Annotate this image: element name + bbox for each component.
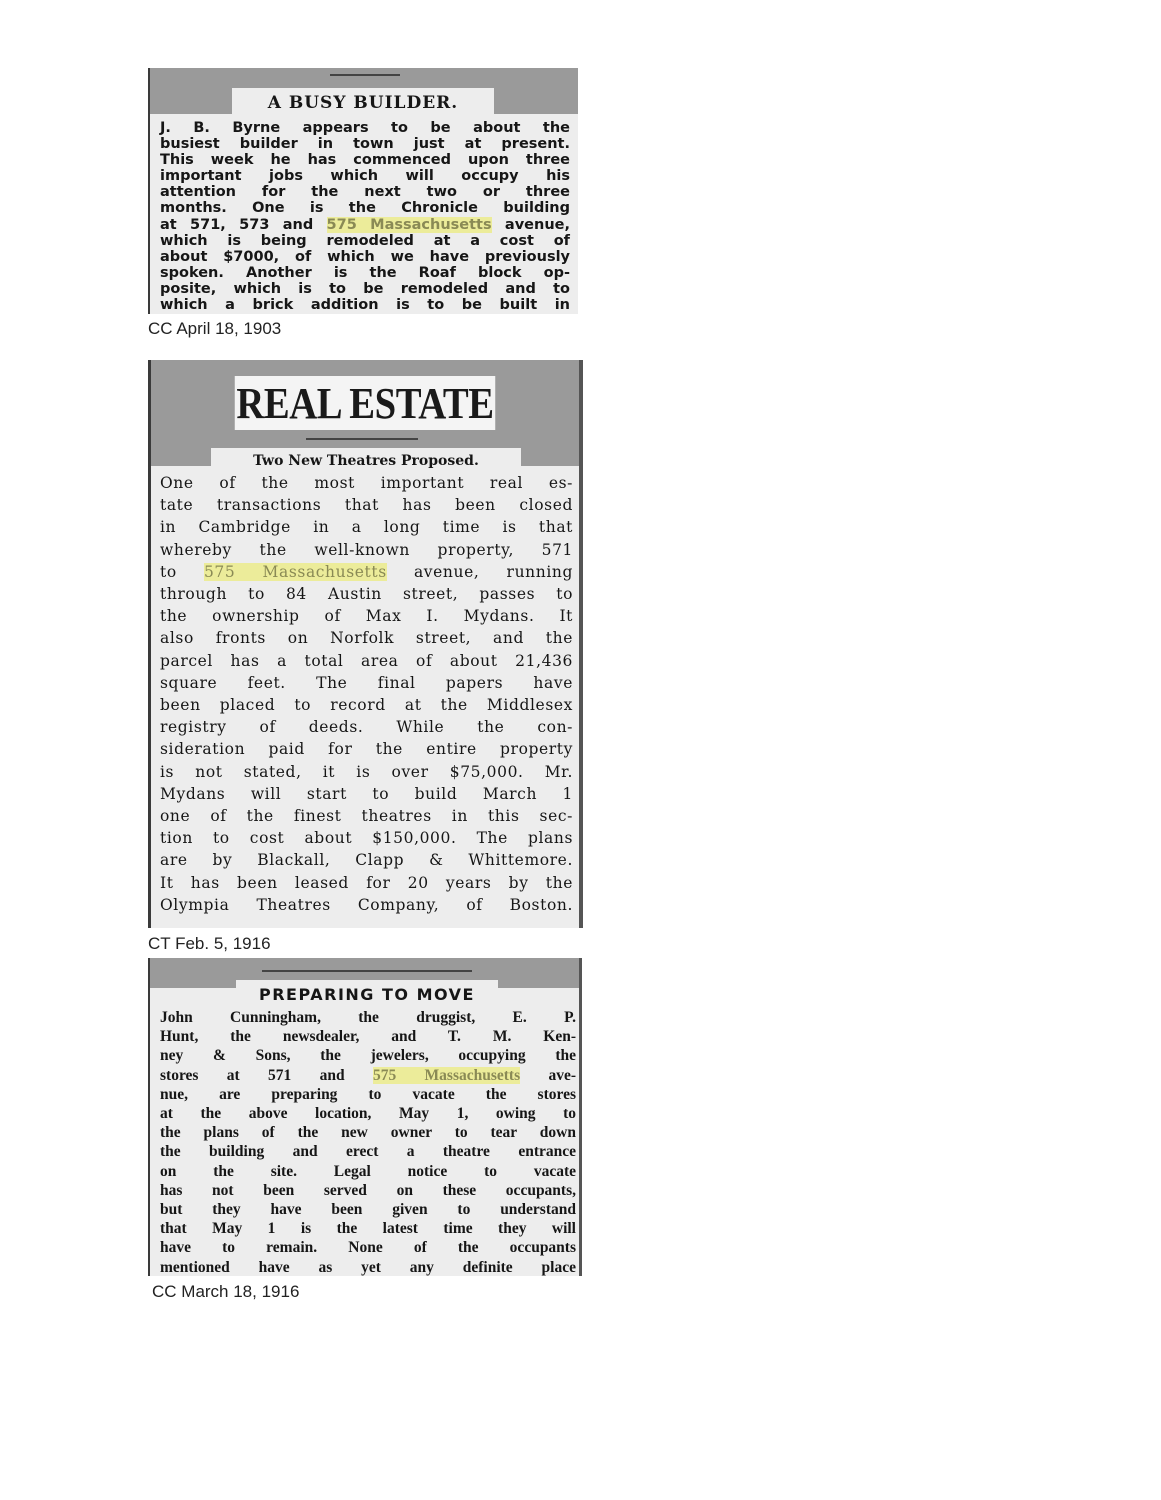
- article-line: [160, 265, 570, 281]
- line-text: One of the most important real es-: [160, 474, 573, 492]
- article-line: [160, 1142, 576, 1161]
- article-line: [160, 561, 573, 583]
- clipping-caption: CC March 18, 1916: [152, 1282, 300, 1301]
- article-line: [160, 1123, 576, 1142]
- article-line: [160, 516, 573, 538]
- column-rule: [579, 360, 583, 928]
- article-line: [160, 539, 573, 561]
- clipping-busy-builder: [148, 68, 578, 314]
- line-text: mentioned have as yet any definite place: [160, 1258, 576, 1276]
- article-line: [160, 694, 573, 716]
- line-text: at 571, 573 and: [160, 216, 327, 233]
- highlighted-address: 575 Massachusetts: [203, 562, 387, 581]
- article-line: [160, 627, 573, 649]
- line-text: Olympia Theatres Company, of Boston.: [160, 895, 573, 914]
- line-text: to: [160, 562, 204, 581]
- highlighted-address: 575 Massachusetts: [326, 216, 492, 233]
- article-line: [160, 217, 570, 233]
- line-text: but they have been given to understand: [160, 1201, 576, 1219]
- line-text: whereby the well-known property, 571: [160, 540, 573, 559]
- article-line: [160, 281, 570, 297]
- article-line: [160, 1027, 576, 1046]
- line-text: stores at 571 and: [160, 1066, 373, 1084]
- article-line: [160, 805, 573, 827]
- article-line: [160, 894, 573, 916]
- article-line: [160, 1085, 576, 1104]
- line-text: avenue, running: [386, 562, 573, 581]
- section-banner: REAL ESTATE: [235, 376, 495, 430]
- line-text: square feet. The final papers have: [160, 673, 573, 692]
- article-line: [160, 716, 573, 738]
- article-line: [160, 738, 573, 760]
- article-line: [160, 872, 573, 894]
- article-line: [160, 200, 570, 216]
- line-text: months. One is the Chronicle building: [160, 200, 570, 217]
- line-text: are by Blackall, Clapp & Whittemore.: [160, 851, 573, 870]
- article-body: [160, 1008, 576, 1276]
- line-text: is not stated, it is over $75,000. Mr.: [160, 762, 573, 781]
- clipping-caption: CC April 18, 1903: [148, 319, 282, 338]
- line-text: ney & Sons, the jewelers, occupying the: [160, 1047, 576, 1065]
- article-line: [160, 168, 570, 184]
- line-text: tion to cost about $150,000. The plans: [160, 829, 573, 848]
- article-body: [160, 472, 573, 916]
- article-line: [160, 120, 570, 136]
- article-line: [160, 1104, 576, 1123]
- top-rule: [330, 74, 400, 76]
- line-text: parcel has a total area of about 21,436: [160, 651, 573, 670]
- article-line: [160, 494, 573, 516]
- article-line: [160, 249, 570, 265]
- line-text: spoken. Another is the Roaf block op-: [160, 264, 570, 281]
- column-rule: [579, 958, 582, 1276]
- article-line: [160, 1238, 576, 1257]
- line-text: important jobs which will occupy his: [160, 168, 570, 185]
- line-text: about $7000, of which we have previously: [160, 248, 570, 265]
- line-text: ave-: [520, 1066, 576, 1084]
- article-line: [160, 672, 573, 694]
- line-text: been placed to record at the Middlesex: [160, 696, 573, 715]
- line-text: This week he has commenced upon three: [160, 152, 570, 169]
- article-line: [160, 1162, 576, 1181]
- article-line: [160, 136, 570, 152]
- line-text: tate transactions that has been closed: [160, 496, 573, 515]
- line-text: attention for the next two or three: [160, 184, 570, 201]
- article-line: [160, 650, 573, 672]
- clipping-real-estate: [148, 360, 583, 928]
- line-text: which a brick addition is to be built in: [160, 297, 570, 314]
- line-text: posite, which is to be remodeled and to: [160, 280, 570, 297]
- line-text: has not been served on these occupants,: [160, 1181, 576, 1199]
- line-text: also fronts on Norfolk street, and the: [160, 629, 573, 648]
- line-text: registry of deeds. While the con-: [160, 718, 573, 737]
- line-text: Hunt, the newsdealer, and T. M. Ken-: [160, 1028, 576, 1046]
- article-line: [160, 184, 570, 200]
- article-line: [160, 827, 573, 849]
- article-line: [160, 583, 573, 605]
- line-text: the ownership of Max I. Mydans. It: [160, 607, 573, 626]
- line-text: sideration paid for the entire property: [160, 740, 573, 759]
- line-text: It has been leased for 20 years by the: [160, 873, 573, 892]
- top-rule: [262, 970, 472, 972]
- clipping-preparing-to-move: [148, 958, 582, 1276]
- line-text: in Cambridge in a long time is that: [160, 518, 573, 537]
- line-text: on the site. Legal notice to vacate: [160, 1162, 576, 1180]
- article-line: [160, 1181, 576, 1200]
- article-line: [160, 472, 573, 494]
- article-body: [160, 120, 570, 313]
- clipping-caption: CT Feb. 5, 1916: [148, 934, 271, 953]
- line-text: avenue,: [491, 216, 570, 233]
- article-line: [160, 233, 570, 249]
- article-line: [160, 1008, 576, 1027]
- article-line: [160, 605, 573, 627]
- article-line: [160, 1219, 576, 1238]
- line-text: nue, are preparing to vacate the stores: [160, 1085, 576, 1103]
- article-line: [160, 1200, 576, 1219]
- line-text: busiest builder in town just at present.: [160, 136, 570, 153]
- article-line: [160, 1258, 576, 1276]
- article-line: [160, 297, 570, 313]
- line-text: Mydans will start to build March 1: [160, 784, 573, 803]
- line-text: J. B. Byrne appears to be about the: [160, 120, 570, 136]
- line-text: one of the finest theatres in this sec-: [160, 807, 573, 826]
- line-text: that May 1 is the latest time they will: [160, 1220, 576, 1238]
- highlighted-address: 575 Massachusetts: [372, 1066, 521, 1084]
- article-line: [160, 1046, 576, 1065]
- line-text: the building and erect a theatre entrance: [160, 1143, 576, 1161]
- clipping-headline: Two New Theatres Proposed.: [211, 448, 521, 470]
- article-line: [160, 783, 573, 805]
- article-line: [160, 152, 570, 168]
- clipping-headline: PREPARING TO MOVE: [236, 980, 498, 1004]
- divider-rule: [306, 438, 418, 440]
- line-text: at the above location, May 1, owing to: [160, 1105, 576, 1123]
- clipping-headline: A BUSY BUILDER.: [232, 88, 494, 114]
- article-line: [160, 1066, 576, 1085]
- line-text: the plans of the new owner to tear down: [160, 1124, 576, 1142]
- line-text: which is being remodeled at a cost of: [160, 232, 570, 249]
- line-text: through to 84 Austin street, passes to: [160, 585, 573, 604]
- line-text: John Cunningham, the druggist, E. P.: [160, 1009, 576, 1026]
- line-text: have to remain. None of the occupants: [160, 1239, 576, 1257]
- article-line: [160, 849, 573, 871]
- article-line: [160, 761, 573, 783]
